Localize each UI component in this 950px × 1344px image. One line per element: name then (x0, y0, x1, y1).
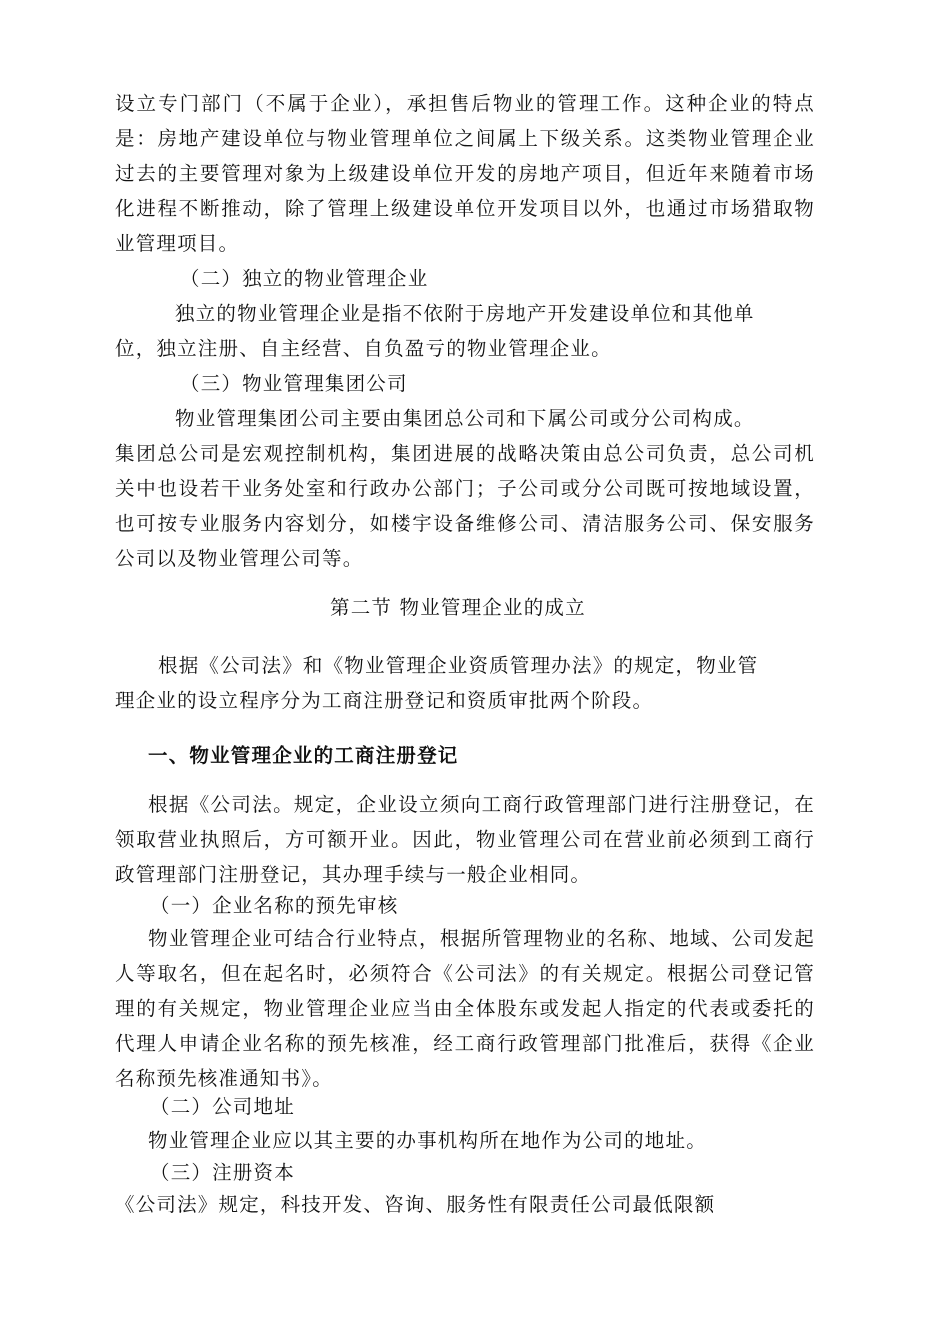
paragraph-independent-first-line: 独立的物业管理企业是指不依附于房地产开发建设单位和其他单 (175, 302, 755, 325)
subheading-registered-capital: （三）注册资本 (150, 1161, 295, 1184)
paragraph-group-rest: 集团总公司是宏观控制机构，集团进展的战略决策由总公司负责，总公司机关中也设若干业务处室和行政办公部门；子公司或分公司既可按地域设置，也可按专业服务内容划分，如楼宇设备维修公司、清洁服务公司、保安服务公司以及物业管理公司等。 (115, 442, 815, 570)
section-title: 第二节 物业管理企业的成立 (330, 596, 586, 619)
paragraph-establishment-rest: 理企业的设立程序分为工商注册登记和资质审批两个阶段。 (115, 689, 654, 712)
subheading-group-company: （三）物业管理集团公司 (180, 372, 408, 395)
paragraph-independent-rest: 位，独立注册、自主经营、自负盈亏的物业管理企业。 (115, 337, 612, 360)
paragraph-company-address: 物业管理企业应以其主要的办事机构所在地作为公司的地址。 (148, 1129, 707, 1152)
heading-business-registration: 一、物业管理企业的工商注册登记 (148, 744, 459, 767)
subheading-independent-enterprise: （二）独立的物业管理企业 (180, 267, 429, 290)
subheading-company-address: （二）公司地址 (150, 1095, 295, 1118)
paragraph-establishment-first-line: 根据《公司法》和《物业管理企业资质管理办法》的规定，物业管 (158, 654, 759, 677)
paragraph-group-first-line: 物业管理集团公司主要由集团总公司和下属公司或分公司构成。 (175, 407, 755, 430)
paragraph-registered-capital: 《公司法》规定，科技开发、咨询、服务性有限责任公司最低限额 (115, 1193, 716, 1216)
subheading-name-preapproval: （一）企业名称的预先审核 (150, 894, 399, 917)
paragraph-registration-requirement: 根据《公司法。规定，企业设立须向工商行政管理部门进行注册登记，在领取营业执照后，方可额开业。因此，物业管理公司在营业前必须到工商行政管理部门注册登记，其办理手续与一般企业相同。 (115, 793, 815, 886)
paragraph-name-preapproval: 物业管理企业可结合行业特点，根据所管理物业的名称、地域、公司发起人等取名，但在起名时，必须符合《公司法》的有关规定。根据公司登记管理的有关规定，物业管理企业应当由全体股东或发起人指定的代表或委托的代理人申请企业名称的预先核准，经工商行政管理部门批准后，获得《企业名称预先核准通知书》。 (115, 927, 815, 1090)
paragraph-department-type: 设立专门部门（不属于企业），承担售后物业的管理工作。这种企业的特点是：房地产建设单位与物业管理单位之间属上下级关系。这类物业管理企业过去的主要管理对象为上级建设单位开发的房地产项目，但近年来随着市场化进程不断推动，除了管理上级建设单位开发项目以外，也通过市场猎取物业管理项目。 (115, 92, 815, 255)
